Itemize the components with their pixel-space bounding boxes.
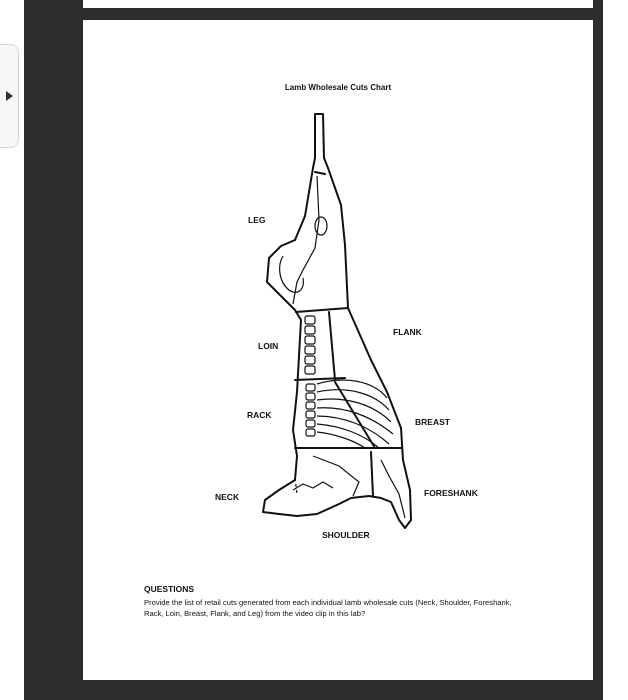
neck-cut-dashes (295, 478, 297, 494)
chart-title: Lamb Wholesale Cuts Chart (284, 83, 392, 92)
shank-knuckle (315, 172, 325, 174)
label-neck: NECK (215, 492, 240, 502)
leg-loin-cut-line (296, 308, 348, 312)
sidebar-toggle-button[interactable] (0, 44, 19, 148)
lamb-carcass-diagram (83, 20, 593, 560)
hip-joint (315, 217, 327, 235)
questions-text: Provide the list of retail cuts generated from each individual lamb wholesale cuts (Neck, Shoulder, Foreshank, Rack, Loin, Breast, Flank, and Leg) from the video clip in this lab? (144, 598, 512, 618)
femur-bone (293, 176, 319, 304)
previous-page-edge (83, 0, 593, 8)
label-flank: FLANK (393, 327, 422, 337)
label-shoulder: SHOULDER (322, 530, 370, 540)
foreshank-bone (381, 460, 405, 518)
play-triangle-icon (5, 90, 14, 102)
carcass-outline (263, 114, 411, 528)
shoulder-foreshank-divider (371, 452, 373, 496)
label-foreshank: FORESHANK (424, 488, 478, 498)
document-viewer[interactable] (24, 0, 603, 700)
loin-flank-divider (329, 312, 335, 380)
label-loin: LOIN (258, 341, 279, 351)
label-leg: LEG (248, 215, 266, 225)
questions-heading: QUESTIONS (144, 584, 195, 594)
label-breast: BREAST (415, 417, 450, 427)
scapula-bone (313, 456, 359, 496)
spine-vertebrae (305, 316, 315, 436)
pelvis-bone (280, 256, 304, 292)
neck-vertebrae (293, 482, 333, 490)
label-rack: RACK (247, 410, 272, 420)
document-page (83, 20, 593, 680)
